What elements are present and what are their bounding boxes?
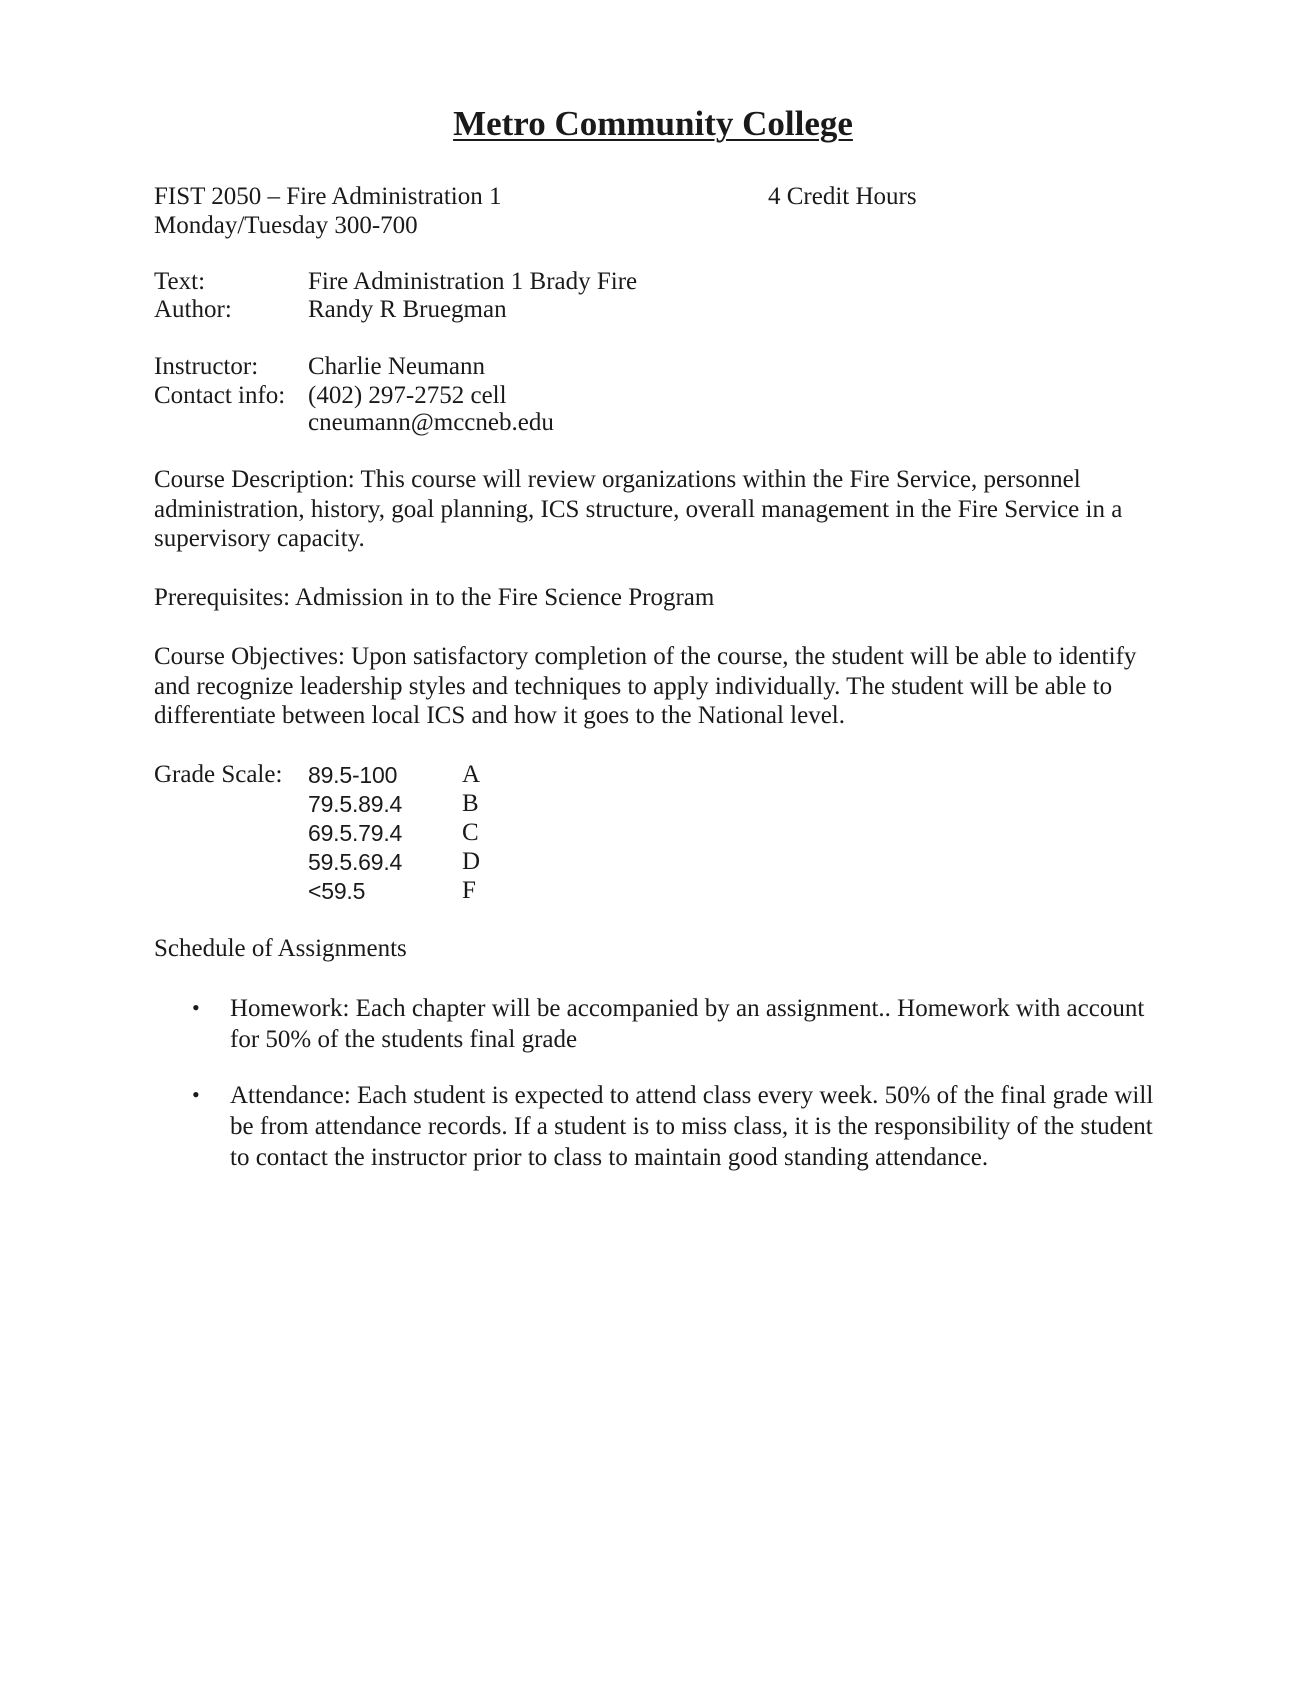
grade-scale-label: Grade Scale:: [154, 761, 283, 788]
list-item: Homework: Each chapter will be accompanied by an assignment.. Homework with account for 50% of the students final grade: [230, 995, 1145, 1053]
course-schedule: Monday/Tuesday 300-700: [154, 212, 418, 239]
author-value: Randy R Bruegman: [308, 296, 507, 323]
course-description: Course Description: This course will review organizations within the Fire Service, personnel administration, history, goal planning, ICS structure, overall management in the Fire Service in a supervisory capacity.: [154, 466, 1123, 552]
grade-range: 59.5.69.4: [308, 849, 403, 875]
course-objectives: Course Objectives: Upon satisfactory completion of the course, the student will be able to identify and recognize leadership styles and techniques to apply individually. The student will be able to differentiate between local ICS and how it goes to the National level.: [154, 643, 1137, 729]
contact-phone: (402) 297-2752 cell: [308, 382, 507, 409]
grade-letter: C: [462, 819, 479, 846]
contact-label: Contact info:: [154, 382, 286, 409]
grade-letter: D: [462, 848, 481, 875]
grade-range: 89.5-100: [308, 762, 398, 788]
instructor-value: Charlie Neumann: [308, 353, 486, 380]
grade-letter: B: [462, 790, 479, 817]
course-code-name: FIST 2050 – Fire Administration 1: [154, 183, 502, 210]
text-value: Fire Administration 1 Brady Fire: [308, 268, 638, 295]
grade-letter: A: [462, 761, 481, 788]
contact-email: cneumann@mccneb.edu: [308, 409, 554, 436]
grade-range: 69.5.79.4: [308, 820, 403, 846]
page-title: Metro Community College: [453, 104, 853, 143]
instructor-label: Instructor:: [154, 353, 259, 380]
list-item: Attendance: Each student is expected to attend class every week. 50% of the final grade will be from attendance records. If a student is to miss class, it is the responsibility of the student to contact the instructor prior to class to maintain good standing attendance.: [230, 1082, 1154, 1171]
author-label: Author:: [154, 296, 232, 323]
credit-hours: 4 Credit Hours: [768, 183, 917, 210]
prerequisites: Prerequisites: Admission in to the Fire Science Program: [154, 584, 715, 611]
bullet-icon: •: [192, 1082, 200, 1107]
grade-letter: F: [462, 877, 476, 904]
schedule-heading: Schedule of Assignments: [154, 935, 407, 962]
bullet-icon: •: [192, 995, 200, 1020]
text-label: Text:: [154, 268, 206, 295]
grade-range: <59.5: [308, 878, 366, 904]
grade-range: 79.5.89.4: [308, 791, 403, 817]
